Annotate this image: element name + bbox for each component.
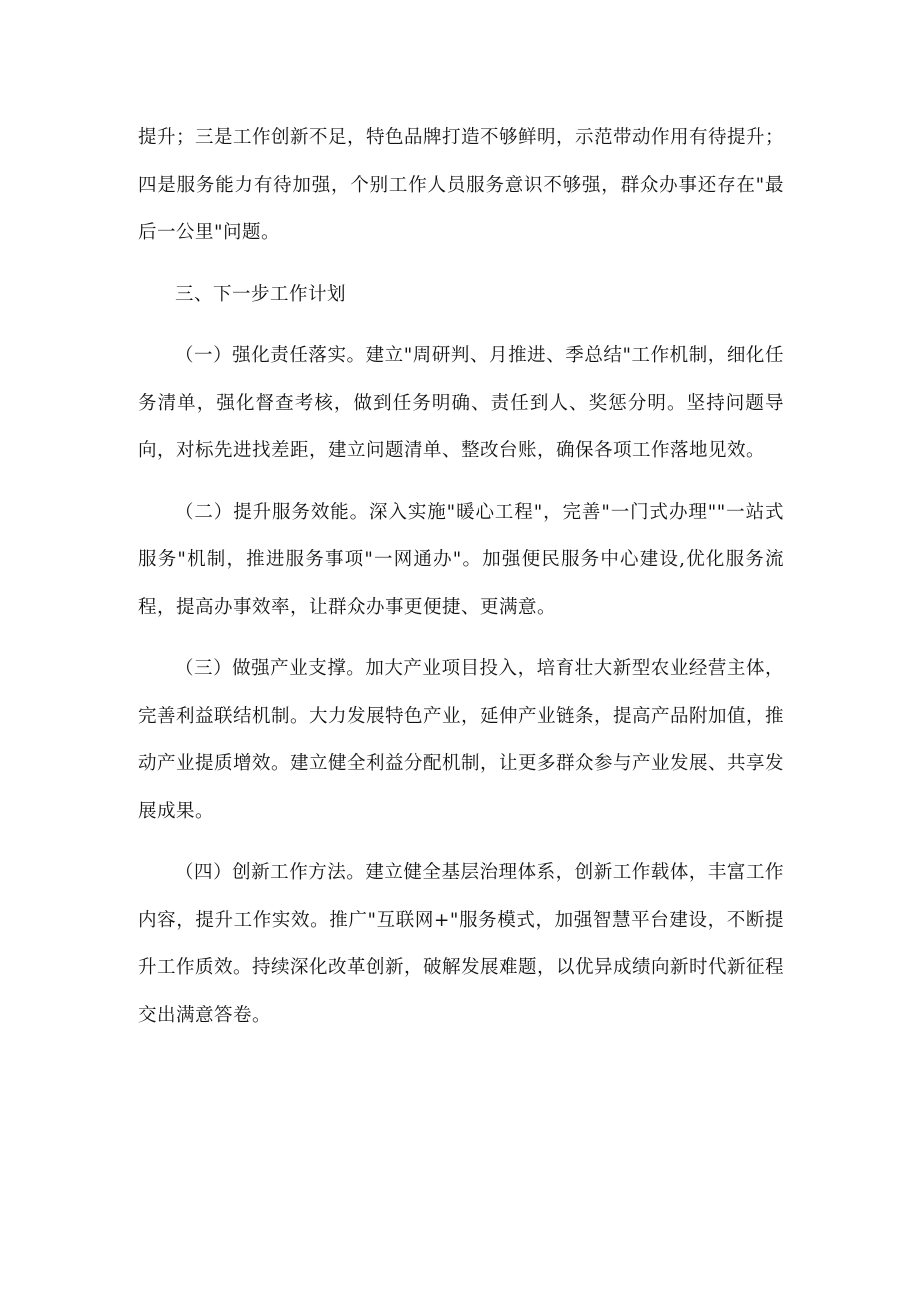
plan-item-3: （三）做强产业支撑。加大产业项目投入，培育壮大新型农业经营主体，完善利益联结机制。大力发展特色产业，延伸产业链条，提高产品附加值，推动产业提质增效。建立健全利益分配机制，让更多群众参与产业发展、共享发展成果。: [138, 658, 785, 822]
section-heading: 三、下一步工作计划: [175, 283, 347, 305]
plan-item-4: （四）创新工作方法。建立健全基层治理体系，创新工作载体，丰富工作内容，提升工作实效。推广"互联网+"服务模式，加强智慧平台建设，不断提升工作质效。持续深化改革创新，破解发展难题，以优异成绩向新时代新征程交出满意答卷。: [138, 862, 785, 1026]
document-body: [138, 114, 784, 1039]
plan-item-1: （一）强化责任落实。建立"周研判、月推进、季总结"工作机制，细化任务清单，强化督查考核，做到任务明确、责任到人、奖惩分明。坚持问题导向，对标先进找差距，建立问题清单、整改台账，确保各项工作落地见效。: [138, 345, 784, 461]
plan-item-2: （二）提升服务效能。深入实施"暖心工程"，完善"一门式办理""一站式服务"机制，推进服务事项"一网通办"。加强便民服务中心建设,优化服务流程，提高办事效率，让群众办事更便捷、更满意。: [138, 501, 784, 618]
intro-paragraph: 提升；三是工作创新不足，特色品牌打造不够鲜明，示范带动作用有待提升；四是服务能力有待加强，个别工作人员服务意识不够强，群众办事还存在"最后一公里"问题。: [138, 127, 785, 243]
